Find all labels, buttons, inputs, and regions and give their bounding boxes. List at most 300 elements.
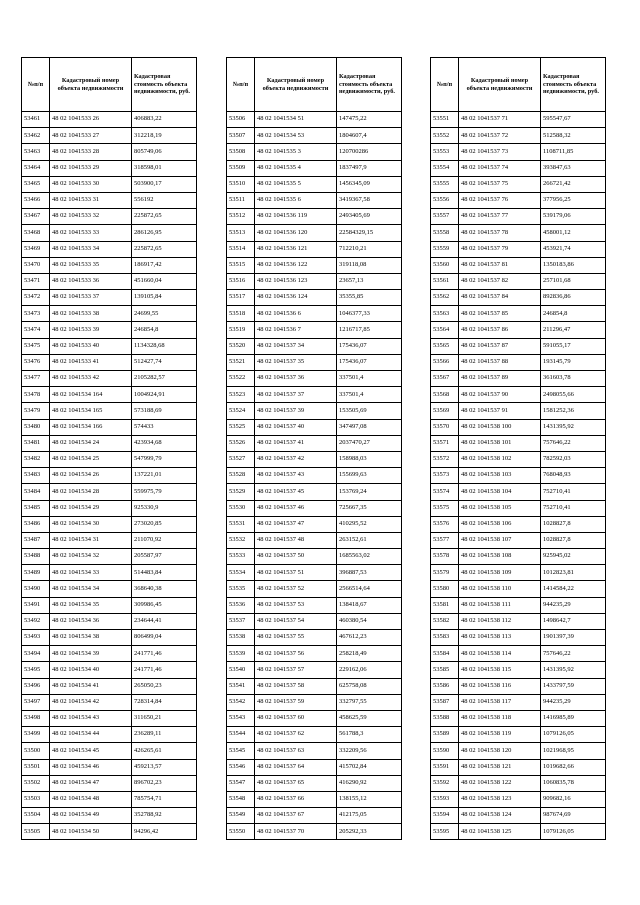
cadastral-number: 48 02 1041538 111 bbox=[459, 597, 541, 613]
row-number: 53486 bbox=[22, 516, 50, 532]
row-number: 53584 bbox=[431, 646, 459, 662]
row-number: 53473 bbox=[22, 306, 50, 322]
row-number: 53561 bbox=[431, 273, 459, 289]
cadastral-number: 48 02 1041534 28 bbox=[50, 484, 132, 500]
row-number: 53479 bbox=[22, 403, 50, 419]
cadastral-number: 48 02 1041538 100 bbox=[459, 419, 541, 435]
row-number: 53522 bbox=[227, 371, 255, 387]
table-row bbox=[22, 306, 197, 322]
row-number: 53549 bbox=[227, 808, 255, 824]
row-number: 53514 bbox=[227, 241, 255, 257]
cadastral-value: 503900,17 bbox=[132, 176, 197, 192]
table-row bbox=[227, 500, 402, 516]
table-row bbox=[22, 532, 197, 548]
table-row bbox=[227, 354, 402, 370]
cadastral-value: 410295,52 bbox=[337, 516, 402, 532]
table-row bbox=[431, 710, 606, 726]
cadastral-value: 23657,13 bbox=[337, 273, 402, 289]
table-row bbox=[431, 338, 606, 354]
cadastral-value: 393847,63 bbox=[541, 160, 606, 176]
table-row bbox=[22, 727, 197, 743]
cadastral-number: 48 02 1041538 108 bbox=[459, 549, 541, 565]
table-row bbox=[22, 630, 197, 646]
row-number: 53468 bbox=[22, 225, 50, 241]
cadastral-value: 347497,08 bbox=[337, 419, 402, 435]
row-number: 53492 bbox=[22, 613, 50, 629]
cadastral-number: 48 02 1041538 122 bbox=[459, 775, 541, 791]
cadastral-number: 48 02 1041537 87 bbox=[459, 338, 541, 354]
cadastral-value: 712210,21 bbox=[337, 241, 402, 257]
table-row bbox=[431, 500, 606, 516]
table-row bbox=[431, 775, 606, 791]
table-row bbox=[431, 824, 606, 840]
cadastral-value: 266721,42 bbox=[541, 176, 606, 192]
row-number: 53544 bbox=[227, 727, 255, 743]
cadastral-number: 48 02 1041537 41 bbox=[255, 435, 337, 451]
cadastral-value: 258218,49 bbox=[337, 646, 402, 662]
table-row bbox=[227, 824, 402, 840]
cadastral-value: 785754,71 bbox=[132, 791, 197, 807]
table-row bbox=[22, 290, 197, 306]
table-row bbox=[227, 257, 402, 273]
cadastral-number: 48 02 1041533 28 bbox=[50, 144, 132, 160]
cadastral-number: 48 02 1041533 41 bbox=[50, 354, 132, 370]
table-row bbox=[227, 549, 402, 565]
row-number: 53503 bbox=[22, 791, 50, 807]
cadastral-number: 48 02 1041537 66 bbox=[255, 791, 337, 807]
cadastral-value: 312218,19 bbox=[132, 128, 197, 144]
table-row bbox=[22, 225, 197, 241]
cadastral-number: 48 02 1041536 121 bbox=[255, 241, 337, 257]
cadastral-number: 48 02 1041537 84 bbox=[459, 290, 541, 306]
table-row bbox=[227, 451, 402, 467]
table-row bbox=[22, 565, 197, 581]
cadastral-value: 1028827,8 bbox=[541, 532, 606, 548]
cadastral-number: 48 02 1041534 50 bbox=[50, 824, 132, 840]
row-number: 53556 bbox=[431, 192, 459, 208]
cadastral-value: 1012823,81 bbox=[541, 565, 606, 581]
cadastral-value: 332209,56 bbox=[337, 743, 402, 759]
cadastral-value: 337501,4 bbox=[337, 387, 402, 403]
cadastral-value: 415702,84 bbox=[337, 759, 402, 775]
row-number: 53494 bbox=[22, 646, 50, 662]
cadastral-number: 48 02 1041538 118 bbox=[459, 710, 541, 726]
table-row bbox=[431, 516, 606, 532]
cadastral-number: 48 02 1041537 88 bbox=[459, 354, 541, 370]
table-row bbox=[227, 791, 402, 807]
table-row bbox=[22, 273, 197, 289]
row-number: 53578 bbox=[431, 549, 459, 565]
cadastral-number: 48 02 1041534 31 bbox=[50, 532, 132, 548]
cadastral-value: 94296,42 bbox=[132, 824, 197, 840]
cadastral-value: 205587,97 bbox=[132, 549, 197, 565]
row-number: 53511 bbox=[227, 192, 255, 208]
table-row bbox=[227, 160, 402, 176]
cadastral-value: 458001,12 bbox=[541, 225, 606, 241]
cadastral-number: 48 02 1041534 42 bbox=[50, 694, 132, 710]
cadastral-value: 153505,69 bbox=[337, 403, 402, 419]
cadastral-number: 48 02 1041537 50 bbox=[255, 549, 337, 565]
cadastral-value: 561788,3 bbox=[337, 727, 402, 743]
table-row bbox=[431, 694, 606, 710]
table-header-row bbox=[22, 58, 197, 112]
cadastral-number: 48 02 1041537 48 bbox=[255, 532, 337, 548]
cadastral-number: 48 02 1041538 124 bbox=[459, 808, 541, 824]
row-number: 53553 bbox=[431, 144, 459, 160]
cadastral-number: 48 02 1041534 49 bbox=[50, 808, 132, 824]
cadastral-value: 1431395,92 bbox=[541, 419, 606, 435]
row-number: 53525 bbox=[227, 419, 255, 435]
cadastral-number: 48 02 1041538 119 bbox=[459, 727, 541, 743]
cadastral-value: 1028827,8 bbox=[541, 516, 606, 532]
cadastral-value: 573188,69 bbox=[132, 403, 197, 419]
cadastral-value: 1019682,66 bbox=[541, 759, 606, 775]
cadastral-number: 48 02 1041537 62 bbox=[255, 727, 337, 743]
cadastral-value: 944235,29 bbox=[541, 694, 606, 710]
row-number: 53529 bbox=[227, 484, 255, 500]
cadastral-number: 48 02 1041537 72 bbox=[459, 128, 541, 144]
cadastral-value: 332797,55 bbox=[337, 694, 402, 710]
cadastral-number: 48 02 1041534 32 bbox=[50, 549, 132, 565]
table-row bbox=[22, 112, 197, 128]
row-number: 53521 bbox=[227, 354, 255, 370]
row-number: 53587 bbox=[431, 694, 459, 710]
row-number: 53509 bbox=[227, 160, 255, 176]
table-row bbox=[22, 468, 197, 484]
row-number: 53489 bbox=[22, 565, 50, 581]
cadastral-value: 286126,95 bbox=[132, 225, 197, 241]
cadastral-value: 1134328,68 bbox=[132, 338, 197, 354]
cadastral-number: 48 02 1041534 25 bbox=[50, 451, 132, 467]
cadastral-number: 48 02 1041538 121 bbox=[459, 759, 541, 775]
row-number: 53498 bbox=[22, 710, 50, 726]
table-row bbox=[431, 646, 606, 662]
cadastral-value: 944235,29 bbox=[541, 597, 606, 613]
row-number: 53517 bbox=[227, 290, 255, 306]
row-number: 53481 bbox=[22, 435, 50, 451]
cadastral-number: 48 02 1041534 36 bbox=[50, 613, 132, 629]
table-row bbox=[22, 791, 197, 807]
table-row bbox=[22, 549, 197, 565]
table-row bbox=[227, 112, 402, 128]
table-row bbox=[22, 824, 197, 840]
cadastral-number: 48 02 1041534 164 bbox=[50, 387, 132, 403]
row-number: 53501 bbox=[22, 759, 50, 775]
cadastral-number: 48 02 1041537 74 bbox=[459, 160, 541, 176]
row-number: 53583 bbox=[431, 630, 459, 646]
cadastral-value: 22584329,15 bbox=[337, 225, 402, 241]
table-row bbox=[22, 451, 197, 467]
row-number: 53467 bbox=[22, 209, 50, 225]
cadastral-number: 48 02 1041536 120 bbox=[255, 225, 337, 241]
cadastral-number: 48 02 1041534 33 bbox=[50, 565, 132, 581]
table-row bbox=[22, 808, 197, 824]
cadastral-value: 35355,85 bbox=[337, 290, 402, 306]
cadastral-number: 48 02 1041537 85 bbox=[459, 306, 541, 322]
cadastral-value: 909682,16 bbox=[541, 791, 606, 807]
row-number: 53500 bbox=[22, 743, 50, 759]
table-row bbox=[431, 354, 606, 370]
row-number: 53506 bbox=[227, 112, 255, 128]
cadastral-value: 263152,61 bbox=[337, 532, 402, 548]
cadastral-number: 48 02 1041534 46 bbox=[50, 759, 132, 775]
row-number: 53535 bbox=[227, 581, 255, 597]
row-number: 53530 bbox=[227, 500, 255, 516]
cadastral-value: 2498055,66 bbox=[541, 387, 606, 403]
cadastral-value: 806499,04 bbox=[132, 630, 197, 646]
row-number: 53594 bbox=[431, 808, 459, 824]
cadastral-value: 416290,92 bbox=[337, 775, 402, 791]
cadastral-value: 539179,06 bbox=[541, 209, 606, 225]
row-number: 53540 bbox=[227, 662, 255, 678]
cadastral-value: 309986,45 bbox=[132, 597, 197, 613]
table-row bbox=[22, 775, 197, 791]
row-number: 53480 bbox=[22, 419, 50, 435]
table-row bbox=[22, 209, 197, 225]
cadastral-number: 48 02 1041533 37 bbox=[50, 290, 132, 306]
cadastral-number: 48 02 1041537 60 bbox=[255, 710, 337, 726]
table-row bbox=[227, 808, 402, 824]
cadastral-number: 48 02 1041538 125 bbox=[459, 824, 541, 840]
cadastral-value: 337501,4 bbox=[337, 371, 402, 387]
cadastral-value: 467612,23 bbox=[337, 630, 402, 646]
table-row bbox=[431, 322, 606, 338]
cadastral-number: 48 02 1041537 37 bbox=[255, 387, 337, 403]
cadastral-number: 48 02 1041537 75 bbox=[459, 176, 541, 192]
row-number: 53470 bbox=[22, 257, 50, 273]
table-row bbox=[431, 532, 606, 548]
row-number: 53560 bbox=[431, 257, 459, 273]
cadastral-value: 1837497,9 bbox=[337, 160, 402, 176]
cadastral-number: 48 02 1041537 42 bbox=[255, 451, 337, 467]
cadastral-number: 48 02 1041533 32 bbox=[50, 209, 132, 225]
table-row bbox=[22, 144, 197, 160]
row-number: 53515 bbox=[227, 257, 255, 273]
cadastral-number: 48 02 1041538 112 bbox=[459, 613, 541, 629]
table-row bbox=[22, 484, 197, 500]
table-row bbox=[227, 128, 402, 144]
cadastral-value: 987674,69 bbox=[541, 808, 606, 824]
cadastral-value: 225872,65 bbox=[132, 209, 197, 225]
table-row bbox=[431, 549, 606, 565]
cadastral-number: 48 02 1041537 90 bbox=[459, 387, 541, 403]
table-row bbox=[22, 322, 197, 338]
row-number: 53552 bbox=[431, 128, 459, 144]
table-row bbox=[227, 565, 402, 581]
table-row bbox=[22, 597, 197, 613]
table-header-row bbox=[431, 58, 606, 112]
table-row bbox=[22, 646, 197, 662]
row-number: 53527 bbox=[227, 451, 255, 467]
cadastral-value: 460380,54 bbox=[337, 613, 402, 629]
table-row bbox=[431, 371, 606, 387]
header-num: №п/п bbox=[431, 58, 459, 112]
table-row bbox=[431, 565, 606, 581]
cadastral-value: 591055,17 bbox=[541, 338, 606, 354]
cadastral-number: 48 02 1041538 123 bbox=[459, 791, 541, 807]
row-number: 53505 bbox=[22, 824, 50, 840]
table-row bbox=[431, 209, 606, 225]
table-row bbox=[431, 581, 606, 597]
cadastral-number: 48 02 1041538 117 bbox=[459, 694, 541, 710]
row-number: 53464 bbox=[22, 160, 50, 176]
row-number: 53571 bbox=[431, 435, 459, 451]
cadastral-number: 48 02 1041534 34 bbox=[50, 581, 132, 597]
cadastral-number: 48 02 1041537 77 bbox=[459, 209, 541, 225]
cadastral-value: 257101,68 bbox=[541, 273, 606, 289]
row-number: 53586 bbox=[431, 678, 459, 694]
row-number: 53590 bbox=[431, 743, 459, 759]
cadastral-number: 48 02 1041536 7 bbox=[255, 322, 337, 338]
row-number: 53548 bbox=[227, 791, 255, 807]
cadastral-value: 559975,79 bbox=[132, 484, 197, 500]
cadastral-number: 48 02 1041538 114 bbox=[459, 646, 541, 662]
cadastral-value: 1456345,09 bbox=[337, 176, 402, 192]
row-number: 53463 bbox=[22, 144, 50, 160]
row-number: 53591 bbox=[431, 759, 459, 775]
cadastral-value: 556192 bbox=[132, 192, 197, 208]
row-number: 53575 bbox=[431, 500, 459, 516]
header-num: №п/п bbox=[22, 58, 50, 112]
row-number: 53491 bbox=[22, 597, 50, 613]
cadastral-number: 48 02 1041534 24 bbox=[50, 435, 132, 451]
row-number: 53581 bbox=[431, 597, 459, 613]
table-row bbox=[22, 387, 197, 403]
cadastral-number: 48 02 1041537 65 bbox=[255, 775, 337, 791]
table-row bbox=[431, 306, 606, 322]
table-row bbox=[227, 241, 402, 257]
row-number: 53484 bbox=[22, 484, 50, 500]
table-row bbox=[431, 613, 606, 629]
cadastral-number: 48 02 1041537 89 bbox=[459, 371, 541, 387]
cadastral-value: 752710,41 bbox=[541, 500, 606, 516]
cadastral-number: 48 02 1041535 5 bbox=[255, 176, 337, 192]
table-row bbox=[431, 435, 606, 451]
cadastral-number: 48 02 1041537 67 bbox=[255, 808, 337, 824]
cadastral-value: 138155,12 bbox=[337, 791, 402, 807]
row-number: 53546 bbox=[227, 759, 255, 775]
cadastral-number: 48 02 1041534 44 bbox=[50, 727, 132, 743]
table-row bbox=[22, 338, 197, 354]
row-number: 53588 bbox=[431, 710, 459, 726]
cadastral-value: 138418,67 bbox=[337, 597, 402, 613]
cadastral-value: 246854,8 bbox=[132, 322, 197, 338]
row-number: 53531 bbox=[227, 516, 255, 532]
row-number: 53518 bbox=[227, 306, 255, 322]
table-row bbox=[227, 225, 402, 241]
cadastral-number: 48 02 1041537 46 bbox=[255, 500, 337, 516]
cadastral-value: 361603,78 bbox=[541, 371, 606, 387]
cadastral-value: 453921,74 bbox=[541, 241, 606, 257]
cadastral-value: 205292,33 bbox=[337, 824, 402, 840]
cadastral-number: 48 02 1041534 39 bbox=[50, 646, 132, 662]
header-cadastral-number: Кадастровый номер объекта недвижимости bbox=[50, 58, 132, 112]
cadastral-number: 48 02 1041537 55 bbox=[255, 630, 337, 646]
cadastral-value: 319118,08 bbox=[337, 257, 402, 273]
table-row bbox=[22, 419, 197, 435]
table-row bbox=[22, 710, 197, 726]
table-row bbox=[227, 678, 402, 694]
table-row bbox=[22, 516, 197, 532]
cadastral-number: 48 02 1041534 29 bbox=[50, 500, 132, 516]
row-number: 53472 bbox=[22, 290, 50, 306]
cadastral-number: 48 02 1041533 38 bbox=[50, 306, 132, 322]
cadastral-value: 512427,74 bbox=[132, 354, 197, 370]
cadastral-value: 805749,06 bbox=[132, 144, 197, 160]
header-cadastral-value: Кадастровая стоимость объекта недвижимости, руб. bbox=[541, 58, 606, 112]
cadastral-number: 48 02 1041533 42 bbox=[50, 371, 132, 387]
table-row bbox=[431, 128, 606, 144]
row-number: 53471 bbox=[22, 273, 50, 289]
table-row bbox=[431, 759, 606, 775]
row-number: 53487 bbox=[22, 532, 50, 548]
cadastral-value: 155699,63 bbox=[337, 468, 402, 484]
table-row bbox=[431, 290, 606, 306]
row-number: 53526 bbox=[227, 435, 255, 451]
cadastral-value: 426265,61 bbox=[132, 743, 197, 759]
cadastral-value: 3419367,58 bbox=[337, 192, 402, 208]
row-number: 53465 bbox=[22, 176, 50, 192]
table-row bbox=[431, 484, 606, 500]
cadastral-number: 48 02 1041533 26 bbox=[50, 112, 132, 128]
table-row bbox=[227, 290, 402, 306]
row-number: 53572 bbox=[431, 451, 459, 467]
cadastral-value: 412175,05 bbox=[337, 808, 402, 824]
table-row bbox=[431, 257, 606, 273]
table-row bbox=[431, 662, 606, 678]
cadastral-value: 211070,92 bbox=[132, 532, 197, 548]
cadastral-value: 153769,24 bbox=[337, 484, 402, 500]
table-row bbox=[431, 273, 606, 289]
cadastral-value: 265050,23 bbox=[132, 678, 197, 694]
cadastral-value: 1216717,85 bbox=[337, 322, 402, 338]
table-row bbox=[431, 630, 606, 646]
cadastral-value: 273020,85 bbox=[132, 516, 197, 532]
row-number: 53495 bbox=[22, 662, 50, 678]
table-row bbox=[22, 371, 197, 387]
cadastral-number: 48 02 1041537 76 bbox=[459, 192, 541, 208]
table-row bbox=[22, 192, 197, 208]
row-number: 53568 bbox=[431, 387, 459, 403]
cadastral-number: 48 02 1041536 122 bbox=[255, 257, 337, 273]
row-number: 53543 bbox=[227, 710, 255, 726]
row-number: 53524 bbox=[227, 403, 255, 419]
cadastral-number: 48 02 1041537 86 bbox=[459, 322, 541, 338]
row-number: 53580 bbox=[431, 581, 459, 597]
table-row bbox=[22, 435, 197, 451]
row-number: 53497 bbox=[22, 694, 50, 710]
row-number: 53534 bbox=[227, 565, 255, 581]
row-number: 53466 bbox=[22, 192, 50, 208]
row-number: 53462 bbox=[22, 128, 50, 144]
cadastral-table-2 bbox=[226, 57, 402, 840]
cadastral-number: 48 02 1041538 120 bbox=[459, 743, 541, 759]
row-number: 53510 bbox=[227, 176, 255, 192]
cadastral-value: 1433797,59 bbox=[541, 678, 606, 694]
table-row bbox=[431, 791, 606, 807]
cadastral-number: 48 02 1041534 166 bbox=[50, 419, 132, 435]
row-number: 53482 bbox=[22, 451, 50, 467]
cadastral-value: 1021968,95 bbox=[541, 743, 606, 759]
table-row bbox=[227, 646, 402, 662]
cadastral-value: 1060835,78 bbox=[541, 775, 606, 791]
cadastral-number: 48 02 1041534 43 bbox=[50, 710, 132, 726]
cadastral-number: 48 02 1041534 51 bbox=[255, 112, 337, 128]
row-number: 53592 bbox=[431, 775, 459, 791]
cadastral-number: 48 02 1041534 40 bbox=[50, 662, 132, 678]
table-row bbox=[431, 678, 606, 694]
table-row bbox=[431, 468, 606, 484]
